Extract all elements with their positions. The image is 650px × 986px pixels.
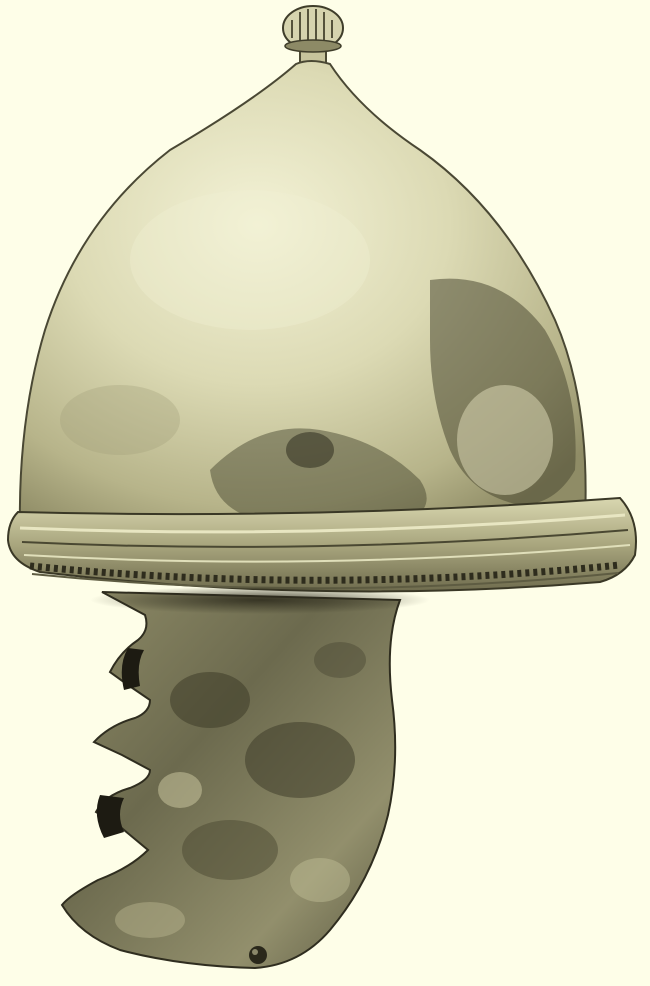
rim-shadow [90, 586, 430, 614]
rivet-icon [249, 946, 267, 964]
